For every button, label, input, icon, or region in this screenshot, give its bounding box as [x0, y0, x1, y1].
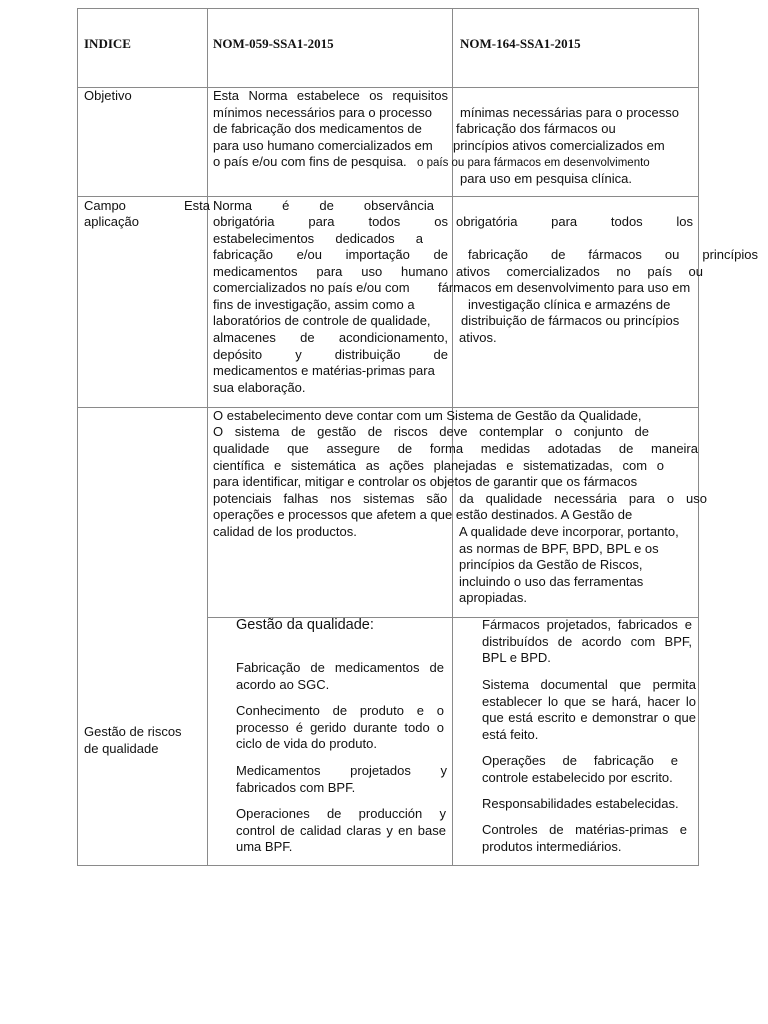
header-indice: INDICE: [84, 36, 131, 51]
lower-col3-item: Fármacos projetados, fabricados e distribuídos de acordo com BPF, BPL e BPD.: [482, 617, 692, 665]
campo-col2-line: estabelecimentos dedicados a: [213, 231, 423, 246]
riscos-upper-col3-line: incluindo o uso das ferramentas: [459, 574, 644, 589]
objetivo-col3-line: para uso em pesquisa clínica.: [460, 171, 632, 186]
objetivo-col3-line: o país ou para fármacos em desenvolvimento: [417, 157, 650, 169]
row-label-campo-esta: Esta: [184, 198, 211, 213]
campo-col2-line: medicamentos e matérias-primas para: [213, 363, 435, 378]
objetivo-col2-line: o país e/ou com fins de pesquisa.: [213, 154, 407, 169]
objetivo-col3-line: princípios ativos comercializados em: [453, 138, 665, 153]
table-border-top: [77, 8, 699, 9]
campo-col2-line: sua elaboração.: [213, 380, 306, 395]
riscos-upper-line: O sistema de gestão de riscos deve contemplar o conjunto de: [213, 424, 649, 439]
campo-col2-line: comercializados no país e/ou com: [213, 280, 410, 295]
lower-col3-item: Operações de fabricação e controle estabelecido por escrito.: [482, 753, 678, 785]
campo-col3-line: ativos.: [459, 330, 497, 345]
riscos-upper-line: potenciais falhas nos sistemas são da qualidade necessária para o uso: [213, 491, 707, 506]
lower-col2-item: Medicamentos projetados y fabricados com BPF.: [236, 763, 447, 795]
table-border-bottom: [77, 865, 699, 866]
lower-col3-item: Controles de matérias-primas e produtos intermediários.: [482, 822, 687, 854]
campo-col3-line: investigação clínica e armazéns de: [468, 297, 671, 312]
lower-col3-item: Sistema documental que permita establecer lo que se hará, hacer lo que está escrito e demonstrar o que está feito.: [482, 677, 696, 742]
riscos-upper-col3-line: apropiadas.: [459, 590, 527, 605]
table-border-right: [698, 8, 699, 866]
objetivo-col2-line: para uso humano comercializados em: [213, 138, 433, 153]
campo-col3-line: fármacos em desenvolvimento para uso em: [438, 280, 691, 295]
row-label-campo: Campo: [84, 198, 126, 213]
lower-col2-item: Fabricação de medicamentos de acordo ao SGC.: [236, 660, 444, 692]
riscos-upper-col3-line: A qualidade deve incorporar, portanto,: [459, 524, 679, 539]
row-label-riscos-2: de qualidade: [84, 741, 159, 756]
column-divider-1: [207, 8, 208, 866]
objetivo-col2-line: mínimos necessários para o processo: [213, 105, 432, 120]
campo-col2-line: medicamentos para uso humano: [213, 264, 448, 279]
table-border-left: [77, 8, 78, 866]
row-label-riscos: Gestão de riscos: [84, 724, 182, 739]
row-divider-objetivo: [77, 196, 699, 197]
campo-col2-line: Norma é de observância: [213, 198, 434, 213]
riscos-upper-line: calidad de los productos.: [213, 524, 357, 539]
row-label-objetivo: Objetivo: [84, 88, 132, 103]
campo-col3-line: fabricação de fármacos ou princípios: [468, 247, 758, 262]
riscos-upper-line: qualidade que assegure de forma medidas adotadas de maneira: [213, 441, 698, 456]
riscos-upper-line: O estabelecimento deve contar com um Sistema de Gestão da Qualidade,: [213, 408, 642, 423]
campo-col2-line: laboratórios de controle de qualidade,: [213, 313, 431, 328]
objetivo-col3-line: mínimas necessárias para o processo: [460, 105, 679, 120]
header-nom-059: NOM-059-SSA1-2015: [213, 36, 334, 51]
campo-col2-line: almacenes de acondicionamento,: [213, 330, 448, 345]
objetivo-col2-line: Esta Norma estabelece os requisitos: [213, 88, 448, 103]
row-label-aplicacao: aplicação: [84, 214, 139, 229]
header-nom-164: NOM-164-SSA1-2015: [460, 36, 581, 51]
riscos-upper-line: operações e processos que afetem a que estão destinados. A Gestão de: [213, 507, 633, 522]
campo-col2-line: fabricação e/ou importação de: [213, 247, 448, 262]
riscos-upper-line: científica e sistemática as ações planejadas e sistematizadas, com o: [213, 458, 664, 473]
objetivo-col2-line: de fabricação dos medicamentos de: [213, 121, 422, 136]
riscos-upper-col3-line: princípios da Gestão de Riscos,: [459, 557, 643, 572]
gestao-qualidade-heading: Gestão da qualidade:: [236, 617, 374, 633]
objetivo-col3-line: fabricação dos fármacos ou: [456, 121, 616, 136]
campo-col2-line: depósito y distribuição de: [213, 347, 448, 362]
riscos-upper-col3-line: as normas de BPF, BPD, BPL e os: [459, 541, 659, 556]
lower-col2-item: Conhecimento de produto e o processo é gerido durante todo o ciclo de vida do produto.: [236, 703, 444, 751]
campo-col2-line: fins de investigação, assim como a: [213, 297, 415, 312]
campo-col3-line: distribuição de fármacos ou princípios: [461, 313, 680, 328]
campo-col3-line: ativos comercializados no país ou: [456, 264, 703, 279]
riscos-upper-line: para identificar, mitigar e controlar os objetos de garantir que os fármacos: [213, 474, 638, 489]
lower-col3-item: Responsabilidades estabelecidas.: [482, 796, 679, 811]
campo-col2-line: obrigatória para todos os: [213, 214, 448, 229]
lower-col2-item: Operaciones de producción y control de calidad claras y en base uma BPF.: [236, 806, 446, 854]
campo-col3-line: obrigatória para todos los: [456, 214, 693, 229]
